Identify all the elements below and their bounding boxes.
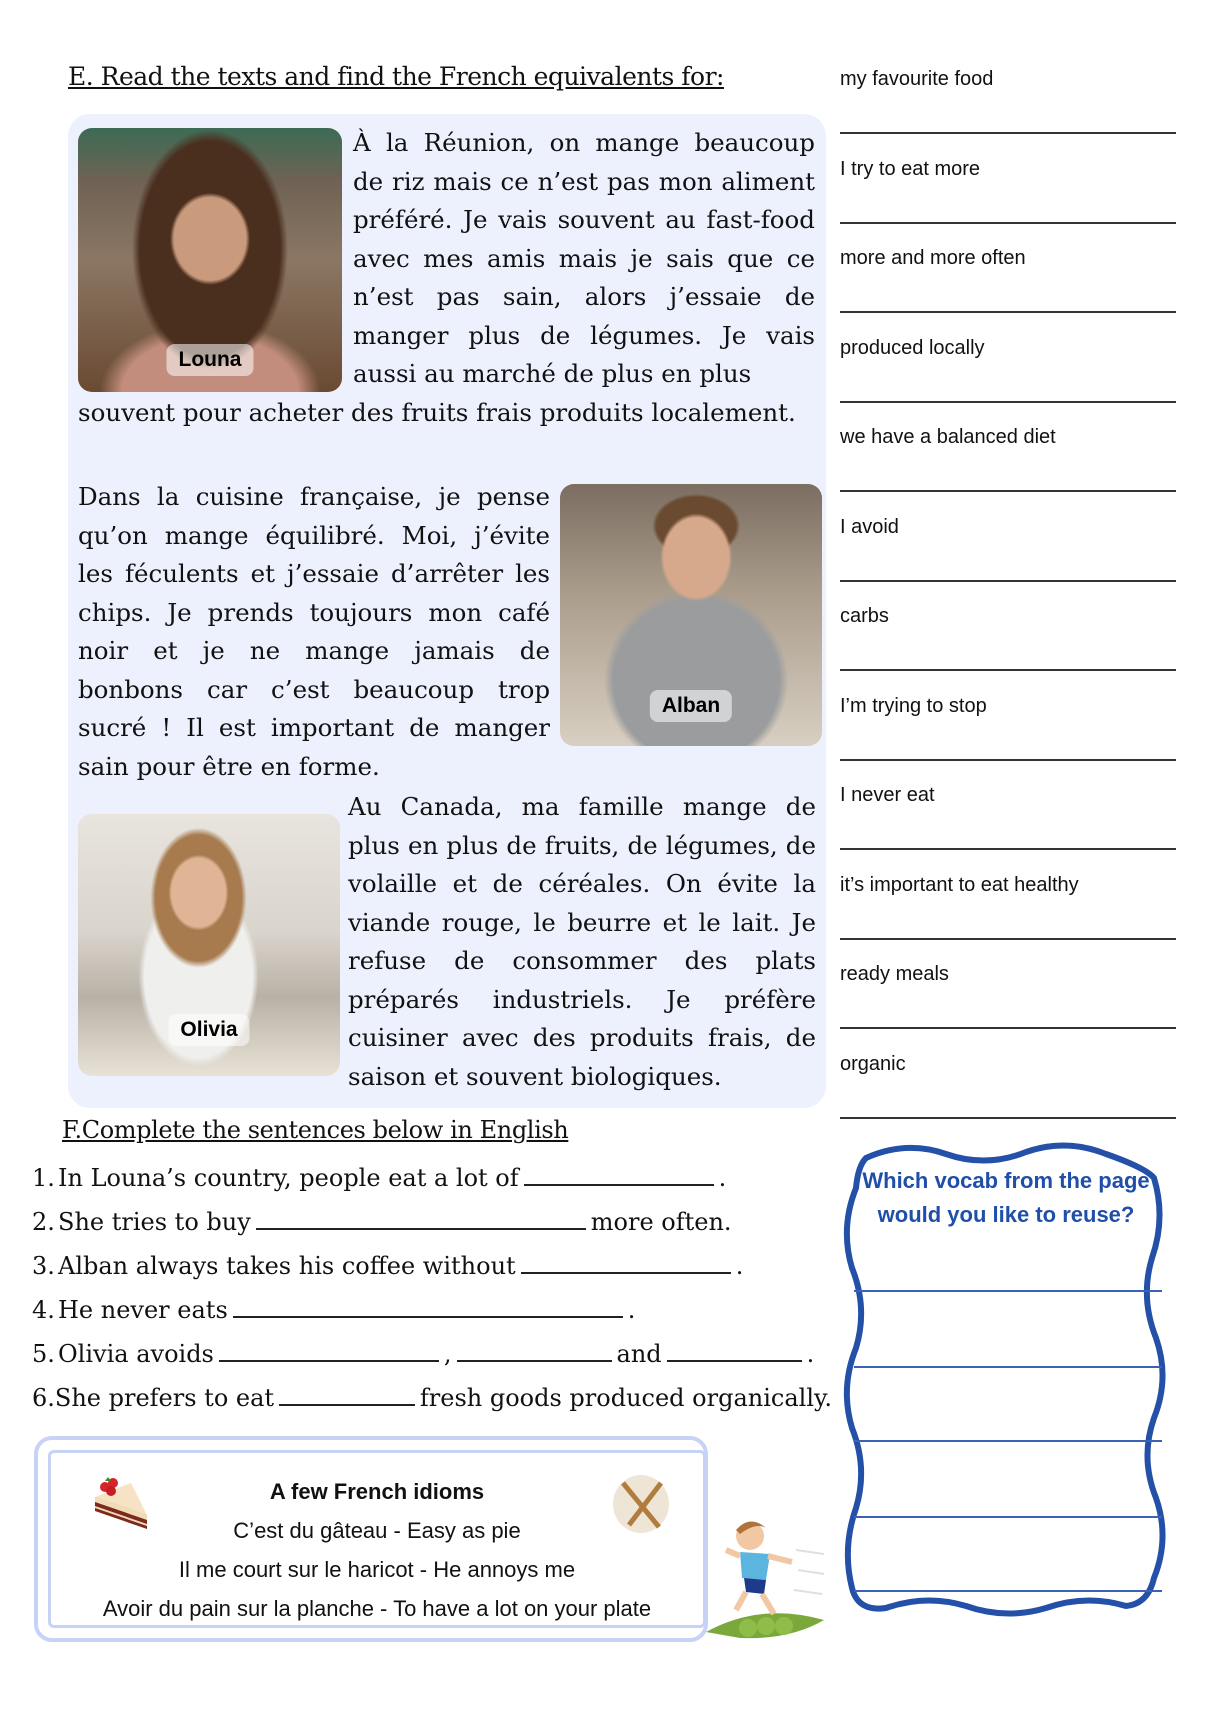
idioms-box: [34, 1436, 708, 1642]
fill-blank[interactable]: [521, 1250, 731, 1274]
answer-line[interactable]: [840, 311, 1176, 313]
running-boy-on-pea-pod-icon: [700, 1510, 830, 1640]
fill-blank[interactable]: [279, 1382, 415, 1406]
reflection-box: [836, 1138, 1176, 1618]
vocab-prompt: produced locally: [840, 336, 985, 359]
vocab-prompt: I never eat: [840, 784, 935, 806]
answer-line[interactable]: [840, 490, 1176, 492]
sentence-list: [32, 1156, 832, 1420]
vocab-prompt: organic: [840, 1052, 906, 1075]
sentence-number: 2.: [32, 1208, 55, 1236]
answer-line[interactable]: [840, 759, 1176, 761]
vocab-item: [840, 870, 1176, 960]
idiom-line: Avoir du pain sur la planche - To have a lot on your plate: [102, 1596, 652, 1621]
answer-line[interactable]: [840, 1117, 1176, 1119]
vocab-item: [840, 780, 1176, 870]
sentence-text: She prefers to eat: [54, 1384, 275, 1412]
louna-text: À la Réunion, on mange beaucoup de riz mais ce n’est pas mon aliment préféré. Je vais souvent au fast-food avec mes amis mais je sais que ce n’est pas sain, alors j’essaie de manger plus de légumes. Je vais aussi au marché de plus en plus: [353, 128, 815, 388]
sentence-number: 6.: [32, 1384, 55, 1412]
vocab-prompt: I try to eat more: [840, 157, 981, 180]
sentence-text: She tries to buy: [58, 1208, 251, 1236]
vocab-item: [840, 243, 1176, 333]
vocab-prompt: I avoid: [840, 515, 899, 538]
section-f-title: F.Complete the sentences below in English: [62, 1116, 569, 1144]
reflection-answer-line[interactable]: [854, 1290, 1162, 1292]
answer-line[interactable]: [840, 401, 1176, 403]
vocab-item: [840, 691, 1176, 781]
sentence-end: .: [627, 1296, 636, 1324]
louna-text-continued: souvent pour acheter des fruits frais produits localement.: [78, 398, 796, 427]
reflection-answer-line[interactable]: [854, 1366, 1162, 1368]
sentence-number: 1.: [32, 1164, 55, 1192]
alban-photo: [560, 484, 822, 746]
sentence-2: [32, 1200, 832, 1244]
louna-name-label: Louna: [167, 344, 254, 376]
fill-blank[interactable]: [667, 1338, 802, 1362]
sentence-text: In Louna’s country, people eat a lot of: [58, 1164, 519, 1192]
vocab-item: [840, 422, 1176, 512]
vocab-item: [840, 154, 1176, 244]
sentence-end: .: [718, 1164, 727, 1192]
reflection-answer-line[interactable]: [854, 1590, 1162, 1592]
vocab-item: [840, 1049, 1176, 1139]
answer-line[interactable]: [840, 669, 1176, 671]
fill-blank[interactable]: [233, 1294, 623, 1318]
vocab-item: [840, 959, 1176, 1049]
louna-photo: [78, 128, 342, 392]
section-e-title: E. Read the texts and find the French equivalents for:: [68, 62, 724, 91]
olivia-text: Au Canada, ma famille mange de plus en plus de fruits, de légumes, de volaille et de céréales. On évite la viande rouge, le beurre et le lait. Je refuse de consommer des plats préparés industriels. Je préfère cuisiner avec des produits frais, de saison et souvent biologiques.: [348, 792, 816, 1091]
reflection-answer-line[interactable]: [854, 1516, 1162, 1518]
sentence-end: .: [735, 1252, 744, 1280]
sentence-4: [32, 1288, 832, 1332]
sentence-5: [32, 1332, 832, 1376]
fill-blank[interactable]: [457, 1338, 612, 1362]
vocab-prompt: carbs: [840, 605, 889, 627]
idiom-line: Il me court sur le haricot - He annoys me: [178, 1557, 576, 1582]
reading-panel: [68, 114, 826, 1108]
sentence-end: fresh goods produced organically.: [419, 1384, 832, 1412]
cake-icon: [91, 1475, 153, 1535]
idioms-inner-frame: [48, 1450, 706, 1628]
vocab-prompt: we have a balanced diet: [840, 426, 1056, 448]
vocab-item: [840, 64, 1176, 154]
sentence-3: [32, 1244, 832, 1288]
sentence-and: and: [616, 1340, 662, 1368]
sentence-number: 3.: [32, 1252, 55, 1280]
olivia-photo: [78, 814, 340, 1076]
vocab-prompt: it’s important to eat healthy: [840, 873, 1079, 896]
alban-text: Dans la cuisine française, je pense qu’on mange équilibré. Moi, j’évite les féculents et j’essaie d’arrêter les chips. Je prends toujours mon café noir et je ne mange jamais de bonbons car c’est beaucoup trop sucré ! Il est important de manger sain pour être en forme.: [78, 482, 550, 781]
olivia-name-label: Olivia: [168, 1014, 249, 1046]
answer-line[interactable]: [840, 938, 1176, 940]
idioms-title: A few French idioms: [269, 1479, 485, 1504]
vocab-prompt: I’m trying to stop: [840, 694, 987, 717]
sentence-1: [32, 1156, 832, 1200]
sentence-end: more often.: [590, 1208, 732, 1236]
sentence-text: Olivia avoids: [58, 1340, 214, 1368]
vocab-prompt: my favourite food: [840, 68, 994, 90]
sentence-text: He never eats: [58, 1296, 228, 1324]
answer-line[interactable]: [840, 580, 1176, 582]
sentence-number: 5.: [32, 1340, 55, 1368]
reflection-answer-line[interactable]: [854, 1440, 1162, 1442]
vocab-prompt: more and more often: [840, 247, 1026, 269]
answer-line[interactable]: [840, 1027, 1176, 1029]
sentence-text: Alban always takes his coffee without: [58, 1252, 516, 1280]
fill-blank[interactable]: [524, 1162, 714, 1186]
sentence-end: .: [806, 1340, 815, 1368]
idiom-line: C’est du gâteau - Easy as pie: [233, 1518, 521, 1543]
alban-name-label: Alban: [650, 690, 732, 722]
fill-blank[interactable]: [219, 1338, 439, 1362]
sentence-comma: ,: [443, 1340, 452, 1368]
answer-line[interactable]: [840, 848, 1176, 850]
fill-blank[interactable]: [256, 1206, 586, 1230]
sentence-6: [32, 1376, 832, 1420]
vocab-item: [840, 601, 1176, 691]
reflection-title: Which vocab from the page would you like to reuse?: [862, 1168, 1150, 1227]
sentence-number: 4.: [32, 1296, 55, 1324]
vocab-prompt: ready meals: [840, 963, 949, 985]
vocab-item: [840, 333, 1176, 423]
vocab-item: [840, 512, 1176, 602]
vocab-list: [840, 64, 1176, 1138]
answer-line[interactable]: [840, 222, 1176, 224]
answer-line[interactable]: [840, 132, 1176, 134]
bread-icon: [609, 1471, 673, 1535]
